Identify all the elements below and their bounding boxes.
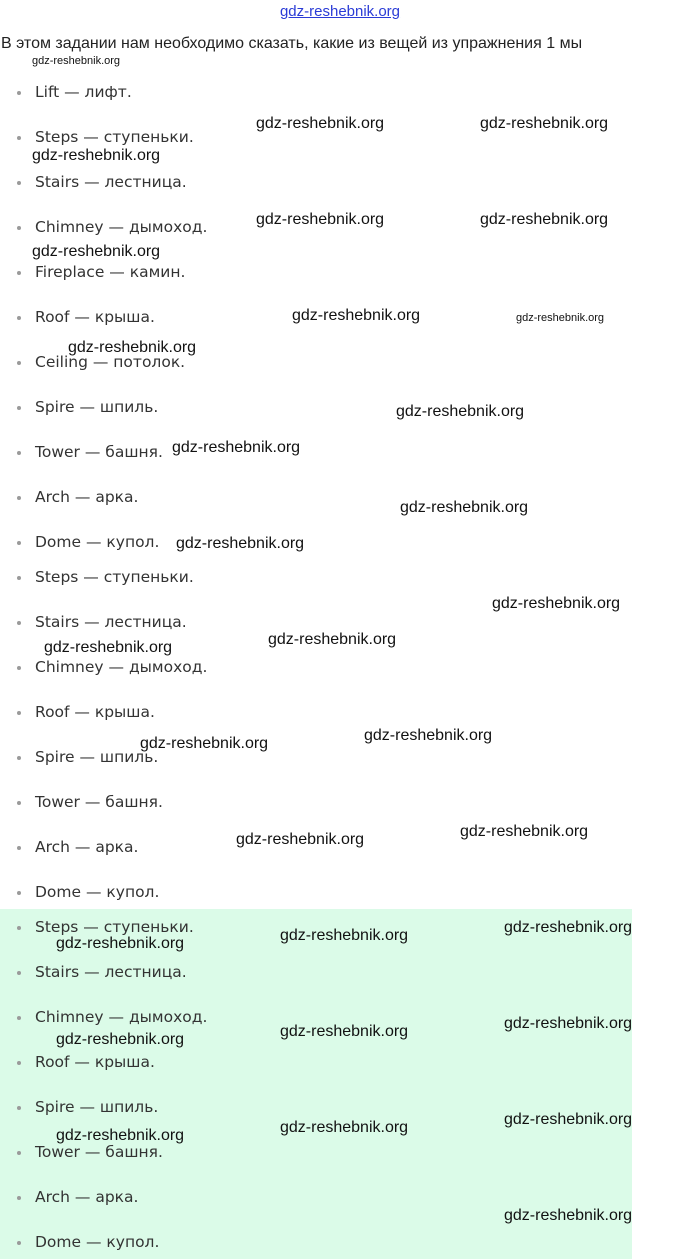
- watermark-text: gdz-reshebnik.org: [504, 1207, 633, 1224]
- watermark-text: gdz-reshebnik.org: [268, 631, 397, 648]
- list-item-text: Spire — шпиль.: [35, 398, 159, 416]
- bullet-icon: [17, 801, 21, 805]
- bullet-icon: [17, 541, 21, 545]
- watermark-text: gdz-reshebnik.org: [480, 115, 609, 132]
- list-item-text: Spire — шпиль.: [35, 748, 159, 766]
- list-item-text: Steps — ступеньки.: [35, 128, 194, 146]
- watermark-text: gdz-reshebnik.org: [32, 243, 161, 260]
- watermark-text: gdz-reshebnik.org: [176, 535, 305, 552]
- list-item-text: Stairs — лестница.: [35, 173, 187, 191]
- list-item-text: Dome — купол.: [35, 883, 160, 901]
- list-item-text: Dome — купол.: [35, 533, 160, 551]
- watermark-text: gdz-reshebnik.org: [280, 1023, 409, 1040]
- bullet-icon: [17, 316, 21, 320]
- watermark-text: gdz-reshebnik.org: [504, 1015, 633, 1032]
- watermark-text: gdz-reshebnik.org: [68, 339, 197, 356]
- watermark-text: gdz-reshebnik.org: [516, 312, 605, 324]
- watermark-text: gdz-reshebnik.org: [492, 595, 621, 612]
- bullet-icon: [17, 226, 21, 230]
- site-link[interactable]: gdz-reshebnik.org: [279, 3, 401, 20]
- bullet-icon: [17, 926, 21, 930]
- watermark-text: gdz-reshebnik.org: [280, 927, 409, 944]
- list-item-text: Roof — крыша.: [35, 1053, 155, 1071]
- list-item-text: Spire — шпиль.: [35, 1098, 159, 1116]
- list-item-text: Dome — купол.: [35, 1233, 160, 1251]
- watermark-text: gdz-reshebnik.org: [44, 639, 173, 656]
- watermark-text: gdz-reshebnik.org: [140, 735, 269, 752]
- watermark-text: gdz-reshebnik.org: [504, 919, 633, 936]
- bullet-icon: [17, 576, 21, 580]
- bullet-icon: [17, 271, 21, 275]
- watermark-text: gdz-reshebnik.org: [400, 499, 529, 516]
- bullet-icon: [17, 666, 21, 670]
- bullet-icon: [17, 1241, 21, 1245]
- list-item-text: Chimney — дымоход.: [35, 1008, 208, 1026]
- list-item-text: Tower — башня.: [35, 443, 163, 461]
- list-item-text: Tower — башня.: [35, 793, 163, 811]
- watermark-text: gdz-reshebnik.org: [292, 307, 421, 324]
- bullet-icon: [17, 406, 21, 410]
- list-item-text: Tower — башня.: [35, 1143, 163, 1161]
- bullet-icon: [17, 846, 21, 850]
- list-item-text: Arch — арка.: [35, 488, 139, 506]
- list-item-text: Roof — крыша.: [35, 703, 155, 721]
- bullet-icon: [17, 91, 21, 95]
- watermark-text: gdz-reshebnik.org: [56, 1127, 185, 1144]
- list-item-text: Chimney — дымоход.: [35, 658, 208, 676]
- list-item-text: Lift — лифт.: [35, 83, 132, 101]
- bullet-icon: [17, 891, 21, 895]
- watermark-text: gdz-reshebnik.org: [460, 823, 589, 840]
- watermark-text: gdz-reshebnik.org: [280, 1119, 409, 1136]
- list-item-text: Fireplace — камин.: [35, 263, 186, 281]
- watermark-text: gdz-reshebnik.org: [236, 831, 365, 848]
- bullet-icon: [17, 1151, 21, 1155]
- watermark-text: gdz-reshebnik.org: [32, 147, 161, 164]
- intro-text: В этом задании нам необходимо сказать, какие из вещей из упражнения 1 мы: [1, 35, 583, 52]
- watermark-text: gdz-reshebnik.org: [504, 1111, 633, 1128]
- watermark-text: gdz-reshebnik.org: [256, 211, 385, 228]
- list-item-text: Chimney — дымоход.: [35, 218, 208, 236]
- bullet-icon: [17, 361, 21, 365]
- bullet-icon: [17, 1196, 21, 1200]
- watermark-text: gdz-reshebnik.org: [396, 403, 525, 420]
- bullet-icon: [17, 181, 21, 185]
- bullet-icon: [17, 1016, 21, 1020]
- watermark-text: gdz-reshebnik.org: [56, 1031, 185, 1048]
- watermark-text: gdz-reshebnik.org: [56, 935, 185, 952]
- bullet-icon: [17, 136, 21, 140]
- bullet-icon: [17, 1106, 21, 1110]
- list-item-text: Arch — арка.: [35, 1188, 139, 1206]
- list-item-text: Ceiling — потолок.: [35, 353, 186, 371]
- list-item-text: Steps — ступеньки.: [35, 918, 194, 936]
- watermark-text: gdz-reshebnik.org: [364, 727, 493, 744]
- bullet-icon: [17, 1061, 21, 1065]
- list-item-text: Roof — крыша.: [35, 308, 155, 326]
- watermark-text: gdz-reshebnik.org: [172, 439, 301, 456]
- bullet-icon: [17, 971, 21, 975]
- list-item-text: Arch — арка.: [35, 838, 139, 856]
- bullet-icon: [17, 756, 21, 760]
- bullet-icon: [17, 711, 21, 715]
- list-item-text: Stairs — лестница.: [35, 613, 187, 631]
- watermark-text: gdz-reshebnik.org: [32, 55, 121, 67]
- list-item-text: Steps — ступеньки.: [35, 568, 194, 586]
- bullet-icon: [17, 621, 21, 625]
- bullet-icon: [17, 451, 21, 455]
- watermark-text: gdz-reshebnik.org: [256, 115, 385, 132]
- bullet-icon: [17, 496, 21, 500]
- watermark-text: gdz-reshebnik.org: [480, 211, 609, 228]
- list-item-text: Stairs — лестница.: [35, 963, 187, 981]
